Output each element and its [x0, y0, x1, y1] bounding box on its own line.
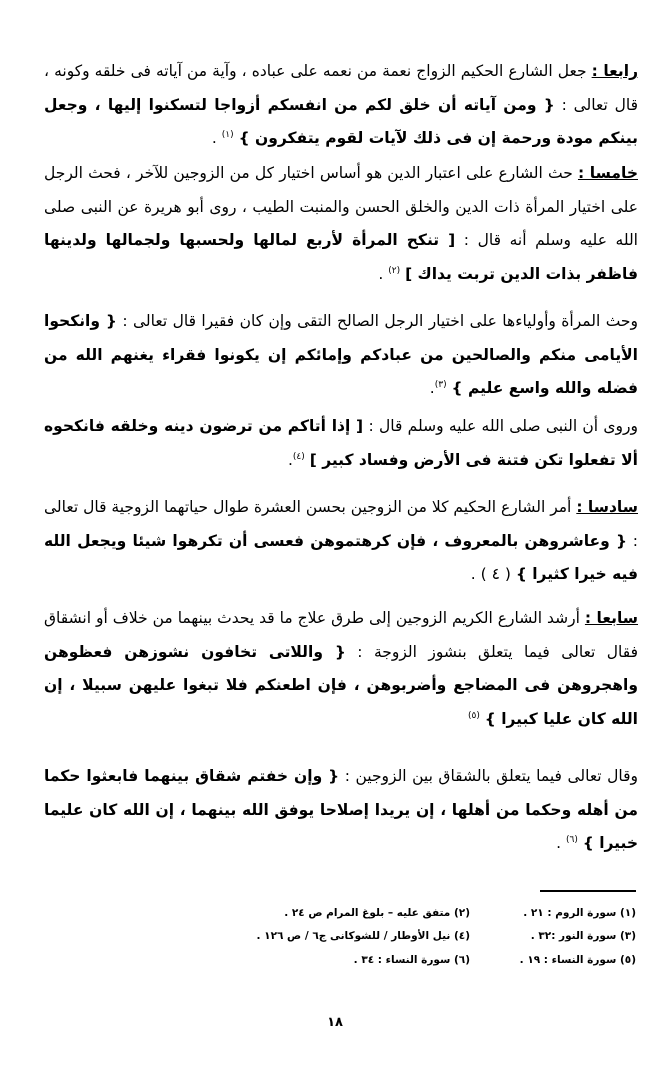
paragraph-heading: سابعا :: [584, 609, 639, 627]
paragraph-text: .: [556, 834, 566, 852]
paragraph-woman-guardians: [44, 305, 638, 406]
paragraph-text: وروى أن النبى صلى الله عليه وسلم قال :: [363, 417, 638, 435]
footnote-reference: (٤): [292, 451, 305, 462]
paragraph-fourth: [44, 55, 638, 156]
footnote-1: (١) سورة الروم : ٢١ .: [523, 907, 636, 919]
quran-quote: { وانكحوا الأيامى منكم والصالحين من عبادكم وإمائكم إن يكونوا فقراء يغنهم الله من فضله والله واسع عليم }: [44, 312, 638, 397]
paragraph-text: جعل الشارع الحكيم الزواج نعمة من نعمه على عباده ، وآية من آياته فى خلقه وكونه ، قال تعالى :: [44, 62, 638, 114]
paragraph-heading: رابعا :: [591, 62, 638, 80]
footnote-reference: (٢): [388, 265, 401, 276]
footnote-6: (٦) سورة النساء : ٣٤ .: [353, 954, 470, 966]
paragraph-text: أرشد الشارع الكريم الزوجين إلى طرق علاج ما قد يحدث بينهما من خلاف أو انشقاق فقال تعالى فيما يتعلق بنشوز الزوجة :: [44, 609, 639, 661]
paragraph-text: .: [378, 264, 389, 283]
paragraph-discord: [44, 760, 638, 861]
paragraph-fifth: [44, 157, 638, 291]
paragraph-seventh: [44, 602, 638, 736]
footnote-3: (٣) سورة النور :٣٢ .: [530, 930, 636, 942]
footnote-5: (٥) سورة النساء : ١٩ .: [519, 954, 636, 966]
paragraph-text: أمر الشارع الحكيم كلا من الزوجين بحسن العشرة طوال حياتهما الزوجية قال تعالى :: [44, 498, 638, 550]
paragraph-text: .: [287, 450, 293, 469]
quran-quote: { وعاشروهن بالمعروف ، فإن كرهتموهن فعسى أن تكرهوا شيئا ويجعل الله فيه خيرا كثيرا }: [44, 531, 638, 583]
quran-quote: { واللاتى تخافون نشوزهن فعظوهن واهجروهن فى المضاجع وأضربوهن ، فإن اطعنكم فلا تبغوا عليهن سبيلا ، إن الله كان عليا كبيرا }: [44, 642, 638, 728]
paragraph-hadith-religion: [44, 410, 638, 477]
hadith-quote: [ تنكح المرأة لأربع لمالها ولحسبها ولجمالها ولدينها فاظفر بذات الدين تربت يداك ]: [44, 231, 638, 283]
paragraph-heading: سادسا :: [576, 498, 638, 516]
footnote-reference: (٦): [565, 834, 578, 845]
paragraph-text: وحث المرأة وأولياءها على اختيار الرجل الصالح التقى وإن كان فقيرا قال تعالى :: [116, 312, 638, 330]
paragraph-text: .: [429, 379, 435, 397]
paragraph-text: وقال تعالى فيما يتعلق بالشقاق بين الزوجين :: [339, 767, 639, 785]
footnote-2: (٢) متفق عليه – بلوغ المرام ص ٢٤ .: [284, 907, 470, 919]
quran-quote: { وإن خفتم شقاق بينهما فابعثوا حكما من أهله وحكما من أهلها ، إن يريدا إصلاحا يوفق الله بينهما ، إن الله كان عليما خبيرا }: [44, 767, 638, 852]
page-number: ١٨: [327, 1015, 343, 1030]
hadith-quote: [ إذا أتاكم من ترضون دينه وخلقه فانكحوه ألا تفعلوا تكن فتنة فى الأرض وفساد كبير ]: [44, 417, 638, 469]
footnote-reference: (٥): [467, 710, 480, 721]
footnote-reference: (٣): [434, 379, 447, 390]
quran-quote: { ومن آياته أن خلق لكم من انفسكم أزواجا لتسكنوا إليها ، وجعل بينكم مودة ورحمة إن فى ذلك لآيات لقوم يتفكرون }: [44, 95, 638, 147]
paragraph-text: .: [211, 129, 222, 147]
footnote-4: (٤) نيل الأوطار / للشوكانى ج٦ / ص ١٢٦ .: [256, 930, 470, 942]
paragraph-sixth: [44, 491, 638, 592]
footnote-reference: (١): [221, 129, 234, 140]
paragraph-heading: خامسا :: [577, 164, 638, 182]
paragraph-text: ( ٤ ) .: [470, 565, 516, 583]
paragraph-text: حث الشارع على اعتبار الدين هو أساس اختيار كل من الزوجين للآخر ، فحث الرجل على اختيار المرأة ذات الدين والخلق الحسن والمنبت الطيب ، روى أبو هريرة عن النبى صلى الله عليه وسلم أنه قال :: [44, 164, 638, 249]
footnote-separator: [540, 890, 636, 892]
